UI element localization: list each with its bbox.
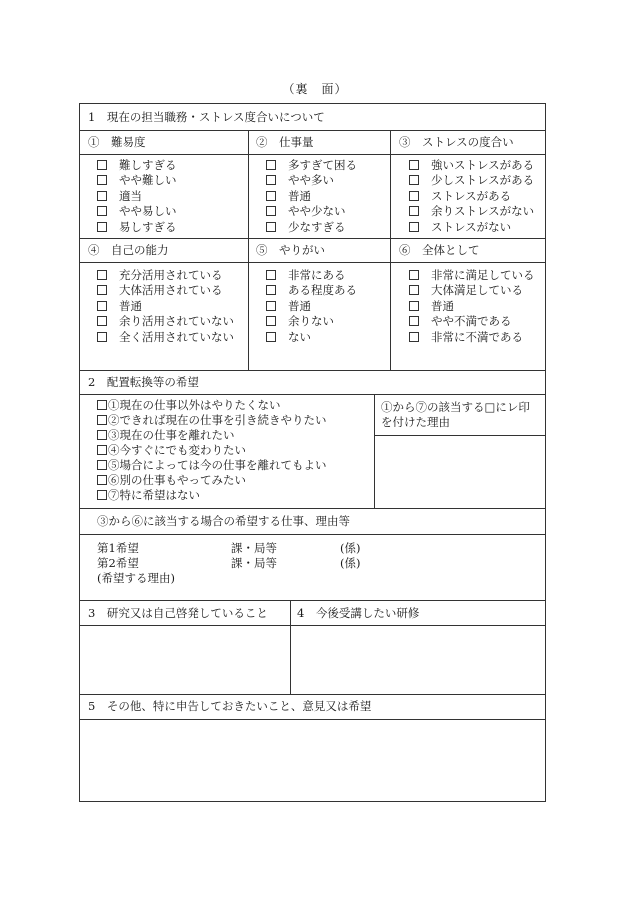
- checkbox[interactable]: [97, 285, 107, 295]
- option-item[interactable]: ④今すぐにでも変わりたい: [97, 443, 327, 458]
- divider: [80, 262, 545, 263]
- option-item[interactable]: 易しすぎる: [97, 220, 177, 235]
- reason-label-line2: を付けた理由: [381, 415, 450, 429]
- checkbox[interactable]: [266, 191, 276, 201]
- divider: [374, 435, 545, 436]
- wish-2-label: 第2希望: [97, 556, 139, 570]
- section-3-heading: 3 研究又は自己啓発していること: [88, 606, 268, 620]
- group-workload-label: ② 仕事量: [256, 135, 314, 149]
- checkbox[interactable]: [266, 160, 276, 170]
- divider: [80, 508, 545, 509]
- checkbox[interactable]: [97, 445, 107, 455]
- checkbox[interactable]: [409, 175, 419, 185]
- checkbox[interactable]: [266, 206, 276, 216]
- section-1-heading: 1 現在の担当職務・ストレス度合いについて: [88, 110, 325, 124]
- option-item[interactable]: ない: [266, 330, 357, 345]
- option-item[interactable]: 強いストレスがある: [409, 158, 534, 173]
- checkbox[interactable]: [409, 160, 419, 170]
- divider: [80, 394, 545, 395]
- divider: [248, 130, 249, 370]
- wish-1-label: 第1希望: [97, 541, 139, 555]
- option-item[interactable]: やや難しい: [97, 173, 177, 188]
- group-stress-label: ③ ストレスの度合い: [399, 135, 514, 149]
- divider: [80, 370, 545, 371]
- page-title: （裏 面）: [282, 82, 348, 96]
- divider: [290, 600, 291, 694]
- checkbox[interactable]: [97, 316, 107, 326]
- divider: [80, 625, 545, 626]
- checkbox[interactable]: [97, 175, 107, 185]
- checkbox[interactable]: [97, 430, 107, 440]
- option-item[interactable]: 多すぎて困る: [266, 158, 357, 173]
- option-item[interactable]: 難しすぎる: [97, 158, 177, 173]
- option-item[interactable]: 普通: [409, 299, 535, 314]
- checkbox[interactable]: [97, 332, 107, 342]
- option-item[interactable]: やや易しい: [97, 204, 177, 219]
- checkbox[interactable]: [409, 332, 419, 342]
- divider: [80, 534, 545, 535]
- checkbox[interactable]: [409, 285, 419, 295]
- option-item[interactable]: 余りストレスがない: [409, 204, 534, 219]
- checkbox[interactable]: [97, 270, 107, 280]
- option-item[interactable]: ⑦特に希望はない: [97, 488, 327, 503]
- divider: [80, 719, 545, 720]
- option-item[interactable]: 全く活用されていない: [97, 330, 234, 345]
- option-item[interactable]: ストレスがない: [409, 220, 534, 235]
- divider: [390, 130, 391, 370]
- checkbox[interactable]: [409, 316, 419, 326]
- workload-options: [266, 158, 357, 235]
- option-item[interactable]: ②できれば現在の仕事を引き続きやりたい: [97, 413, 327, 428]
- ability-options: [97, 268, 234, 345]
- divider: [80, 600, 545, 601]
- checkbox[interactable]: [266, 301, 276, 311]
- option-item[interactable]: 大体満足している: [409, 283, 535, 298]
- checkbox[interactable]: [409, 270, 419, 280]
- divider: [80, 238, 545, 239]
- divider: [80, 694, 545, 695]
- checkbox[interactable]: [266, 270, 276, 280]
- divider: [374, 394, 375, 508]
- section-label: (係): [340, 541, 361, 555]
- checkbox[interactable]: [266, 316, 276, 326]
- transfer-options: [97, 398, 327, 503]
- checkbox[interactable]: [97, 191, 107, 201]
- option-item[interactable]: やや不満である: [409, 314, 535, 329]
- wish-subheading: ③から⑥に該当する場合の希望する仕事、理由等: [97, 514, 350, 528]
- option-item[interactable]: 普通: [266, 189, 357, 204]
- option-item[interactable]: 大体活用されている: [97, 283, 234, 298]
- checkbox[interactable]: [97, 400, 107, 410]
- checkbox[interactable]: [266, 222, 276, 232]
- checkbox[interactable]: [409, 191, 419, 201]
- group-overall-label: ⑥ 全体として: [399, 243, 480, 257]
- group-motivation-label: ⑤ やりがい: [256, 243, 325, 257]
- option-item[interactable]: 余り活用されていない: [97, 314, 234, 329]
- option-item[interactable]: 充分活用されている: [97, 268, 234, 283]
- option-item[interactable]: 普通: [97, 299, 234, 314]
- checkbox[interactable]: [409, 206, 419, 216]
- divider: [80, 130, 545, 131]
- option-item[interactable]: ③現在の仕事を離れたい: [97, 428, 327, 443]
- motivation-options: [266, 268, 357, 345]
- dept-label: 課・局等: [231, 541, 277, 555]
- checkbox[interactable]: [266, 332, 276, 342]
- option-item[interactable]: 余りない: [266, 314, 357, 329]
- option-item[interactable]: 普通: [266, 299, 357, 314]
- option-item[interactable]: やや少ない: [266, 204, 357, 219]
- option-item[interactable]: ストレスがある: [409, 189, 534, 204]
- dept-label: 課・局等: [231, 556, 277, 570]
- checkbox[interactable]: [97, 475, 107, 485]
- option-item[interactable]: ある程度ある: [266, 283, 357, 298]
- divider: [80, 154, 545, 155]
- overall-options: [409, 268, 535, 345]
- checkbox[interactable]: [97, 415, 107, 425]
- section-label: (係): [340, 556, 361, 570]
- option-item[interactable]: やや多い: [266, 173, 357, 188]
- wish-reason-label: (希望する理由): [97, 571, 175, 585]
- checkbox[interactable]: [266, 285, 276, 295]
- section-2-heading: 2 配置転換等の希望: [88, 375, 199, 389]
- reason-label-line1: ①から⑦の該当する□にレ印: [381, 400, 530, 414]
- option-item[interactable]: 非常にある: [266, 268, 357, 283]
- group-ability-label: ④ 自己の能力: [88, 243, 169, 257]
- checkbox[interactable]: [266, 175, 276, 185]
- section-4-heading: 4 今後受講したい研修: [297, 606, 420, 620]
- section-5-heading: 5 その他、特に申告しておきたいこと、意見又は希望: [88, 699, 372, 713]
- checkbox[interactable]: [409, 222, 419, 232]
- checkbox[interactable]: [97, 160, 107, 170]
- checkbox[interactable]: [97, 222, 107, 232]
- form-table: [79, 103, 546, 802]
- checkbox[interactable]: [97, 460, 107, 470]
- checkbox[interactable]: [97, 301, 107, 311]
- option-item[interactable]: 適当: [97, 189, 177, 204]
- option-item[interactable]: ⑤場合によっては今の仕事を離れてもよい: [97, 458, 327, 473]
- checkbox[interactable]: [97, 490, 107, 500]
- option-item[interactable]: 少しストレスがある: [409, 173, 534, 188]
- option-item[interactable]: 少なすぎる: [266, 220, 357, 235]
- difficulty-options: [97, 158, 177, 235]
- option-item[interactable]: 非常に不満である: [409, 330, 535, 345]
- option-item[interactable]: ⑥別の仕事もやってみたい: [97, 473, 327, 488]
- checkbox[interactable]: [97, 206, 107, 216]
- option-item[interactable]: 非常に満足している: [409, 268, 535, 283]
- group-difficulty-label: ① 難易度: [88, 135, 146, 149]
- stress-options: [409, 158, 534, 235]
- checkbox[interactable]: [409, 301, 419, 311]
- option-item[interactable]: ①現在の仕事以外はやりたくない: [97, 398, 327, 413]
